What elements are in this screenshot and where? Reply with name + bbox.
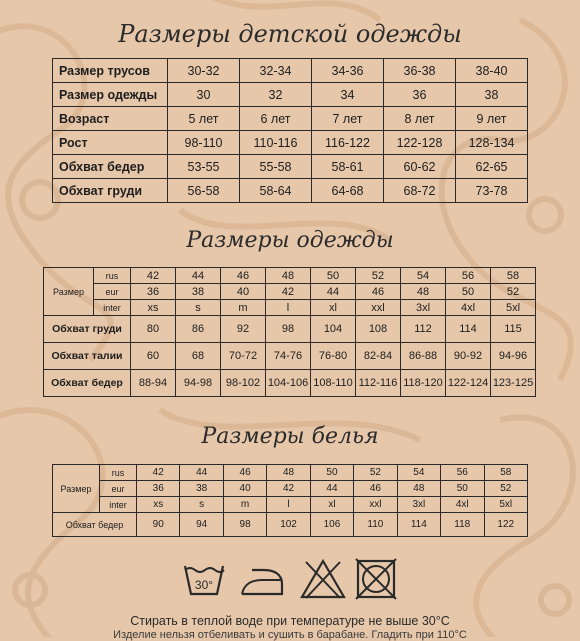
table-row [53, 83, 528, 107]
table-cell: 30-32 [168, 59, 240, 83]
table-cell: 82-84 [356, 343, 401, 370]
table-cell: 104-106 [266, 370, 311, 397]
table-cell: 36 [137, 481, 180, 497]
table-cell: 36-38 [384, 59, 456, 83]
table-cell: 98 [266, 316, 311, 343]
table-row [44, 343, 536, 370]
table-cell: 92 [221, 316, 266, 343]
table-cell: 116-122 [312, 131, 384, 155]
table-cell: 88-94 [131, 370, 176, 397]
table-row [53, 131, 528, 155]
table-cell: 106 [310, 513, 353, 537]
table-cell: 73-78 [456, 179, 528, 203]
table-cell: 112 [401, 316, 446, 343]
row-label: Обхват груди [53, 179, 168, 203]
iron-icon [238, 558, 286, 600]
table-cell: 53-55 [168, 155, 240, 179]
table-cell: s [180, 497, 223, 513]
table-row [53, 513, 528, 537]
table-row [53, 155, 528, 179]
table-cell: 5xl [484, 497, 528, 513]
table-cell: m [221, 300, 266, 316]
table-cell: 38 [176, 284, 221, 300]
table-cell: 38 [456, 83, 528, 107]
table-cell: 40 [223, 481, 266, 497]
table-cell: 76-80 [311, 343, 356, 370]
table-cell: 86-88 [401, 343, 446, 370]
table-cell: 44 [311, 284, 356, 300]
table-cell: 8 лет [384, 107, 456, 131]
table-cell: 68 [176, 343, 221, 370]
table-row [53, 59, 528, 83]
table-cell: xs [131, 300, 176, 316]
table-cell: 90 [137, 513, 180, 537]
table-cell: 80 [131, 316, 176, 343]
table-cell: 5 лет [168, 107, 240, 131]
table-row [53, 179, 528, 203]
table-cell: 110 [354, 513, 397, 537]
table-cell: 86 [176, 316, 221, 343]
row-label: Обхват бедер [44, 370, 131, 397]
row-label: Возраст [53, 107, 168, 131]
table-cell: 36 [384, 83, 456, 107]
table-cell: 122-128 [384, 131, 456, 155]
table-cell: 46 [356, 284, 401, 300]
table-cell: 108-110 [311, 370, 356, 397]
size-label: Размер [53, 465, 100, 513]
row-label: Обхват бедер [53, 155, 168, 179]
table-cell: 108 [356, 316, 401, 343]
kids-title: Размеры детской одежды [118, 20, 462, 48]
size-system-label: rus [94, 268, 131, 284]
table-cell: 50 [441, 481, 484, 497]
kids-size-table [52, 58, 528, 203]
table-cell: 52 [356, 268, 401, 284]
table-cell: xs [137, 497, 180, 513]
table-cell: xxl [354, 497, 397, 513]
table-row [44, 268, 536, 284]
table-cell: 56-58 [168, 179, 240, 203]
table-cell: 50 [311, 268, 356, 284]
table-cell: 74-76 [266, 343, 311, 370]
table-cell: 58-64 [240, 179, 312, 203]
no-tumble-dry-icon [354, 558, 398, 600]
table-cell: 68-72 [384, 179, 456, 203]
table-cell: xxl [356, 300, 401, 316]
table-cell: 58-61 [312, 155, 384, 179]
size-label: Размер [44, 268, 94, 316]
no-bleach-icon [300, 558, 346, 600]
table-cell: 98-102 [221, 370, 266, 397]
table-cell: 54 [401, 268, 446, 284]
table-cell: 6 лет [240, 107, 312, 131]
size-system-label: eur [100, 481, 137, 497]
table-cell: l [266, 300, 311, 316]
table-cell: 62-65 [456, 155, 528, 179]
table-cell: 118 [441, 513, 484, 537]
table-cell: 52 [491, 284, 536, 300]
table-cell: 42 [137, 465, 180, 481]
table-cell: 52 [484, 481, 528, 497]
table-cell: 7 лет [312, 107, 384, 131]
size-system-label: inter [94, 300, 131, 316]
table-cell: l [267, 497, 310, 513]
table-cell: 46 [221, 268, 266, 284]
table-cell: 36 [131, 284, 176, 300]
clothes-title: Размеры одежды [186, 228, 394, 253]
table-row [44, 316, 536, 343]
table-cell: 64-68 [312, 179, 384, 203]
table-row [53, 465, 528, 481]
row-label: Обхват талии [44, 343, 131, 370]
table-cell: 42 [266, 284, 311, 300]
table-cell: 4xl [446, 300, 491, 316]
size-system-label: eur [94, 284, 131, 300]
table-cell: 50 [446, 284, 491, 300]
svg-text:30°: 30° [194, 578, 214, 592]
table-cell: 128-134 [456, 131, 528, 155]
size-system-label: inter [100, 497, 137, 513]
table-cell: 112-116 [356, 370, 401, 397]
underwear-size-table [52, 464, 528, 537]
table-cell: 94-98 [176, 370, 221, 397]
wash-30-icon [182, 558, 226, 600]
table-cell: 58 [491, 268, 536, 284]
table-cell: 34 [312, 83, 384, 107]
table-cell: 4xl [441, 497, 484, 513]
clothes-size-table [43, 267, 536, 397]
table-cell: xl [311, 300, 356, 316]
underwear-title: Размеры белья [201, 424, 379, 449]
table-cell: 114 [397, 513, 440, 537]
table-cell: 48 [267, 465, 310, 481]
table-cell: 52 [354, 465, 397, 481]
table-cell: 38-40 [456, 59, 528, 83]
row-label: Обхват груди [44, 316, 131, 343]
care-caption: Стирать в теплой воде при температуре не выше 30°C [130, 614, 450, 628]
table-cell: s [176, 300, 221, 316]
table-cell: 56 [441, 465, 484, 481]
table-cell: 9 лет [456, 107, 528, 131]
table-cell: 42 [131, 268, 176, 284]
row-label: Рост [53, 131, 168, 155]
table-cell: 90-92 [446, 343, 491, 370]
table-row [53, 107, 528, 131]
table-cell: m [223, 497, 266, 513]
table-row [44, 370, 536, 397]
table-cell: 60-62 [384, 155, 456, 179]
table-cell: 98-110 [168, 131, 240, 155]
table-cell: 114 [446, 316, 491, 343]
table-row [53, 497, 528, 513]
table-cell: 98 [223, 513, 266, 537]
table-cell: 94-96 [491, 343, 536, 370]
table-cell: 3xl [401, 300, 446, 316]
table-cell: 54 [397, 465, 440, 481]
table-cell: 94 [180, 513, 223, 537]
table-row [44, 300, 536, 316]
table-cell: 56 [446, 268, 491, 284]
row-label: Размер трусов [53, 59, 168, 83]
table-cell: xl [310, 497, 353, 513]
table-cell: 48 [266, 268, 311, 284]
table-cell: 122 [484, 513, 528, 537]
table-cell: 40 [221, 284, 266, 300]
table-cell: 50 [310, 465, 353, 481]
table-cell: 3xl [397, 497, 440, 513]
table-cell: 44 [310, 481, 353, 497]
table-cell: 102 [267, 513, 310, 537]
table-row [44, 284, 536, 300]
table-cell: 46 [354, 481, 397, 497]
table-cell: 104 [311, 316, 356, 343]
row-label: Обхват бедер [53, 513, 137, 537]
table-cell: 42 [267, 481, 310, 497]
table-cell: 5xl [491, 300, 536, 316]
table-cell: 34-36 [312, 59, 384, 83]
table-cell: 32-34 [240, 59, 312, 83]
table-cell: 115 [491, 316, 536, 343]
table-cell: 55-58 [240, 155, 312, 179]
table-cell: 46 [223, 465, 266, 481]
table-cell: 48 [397, 481, 440, 497]
table-row [53, 481, 528, 497]
table-cell: 32 [240, 83, 312, 107]
table-cell: 70-72 [221, 343, 266, 370]
row-label: Размер одежды [53, 83, 168, 107]
table-cell: 118-120 [401, 370, 446, 397]
care-caption-2: Изделие нельзя отбеливать и сушить в барабане. Гладить при 110°C [113, 629, 467, 641]
table-cell: 38 [180, 481, 223, 497]
table-cell: 58 [484, 465, 528, 481]
table-cell: 60 [131, 343, 176, 370]
table-cell: 123-125 [491, 370, 536, 397]
table-cell: 30 [168, 83, 240, 107]
table-cell: 44 [180, 465, 223, 481]
size-system-label: rus [100, 465, 137, 481]
table-cell: 122-124 [446, 370, 491, 397]
table-cell: 44 [176, 268, 221, 284]
table-cell: 48 [401, 284, 446, 300]
table-cell: 110-116 [240, 131, 312, 155]
